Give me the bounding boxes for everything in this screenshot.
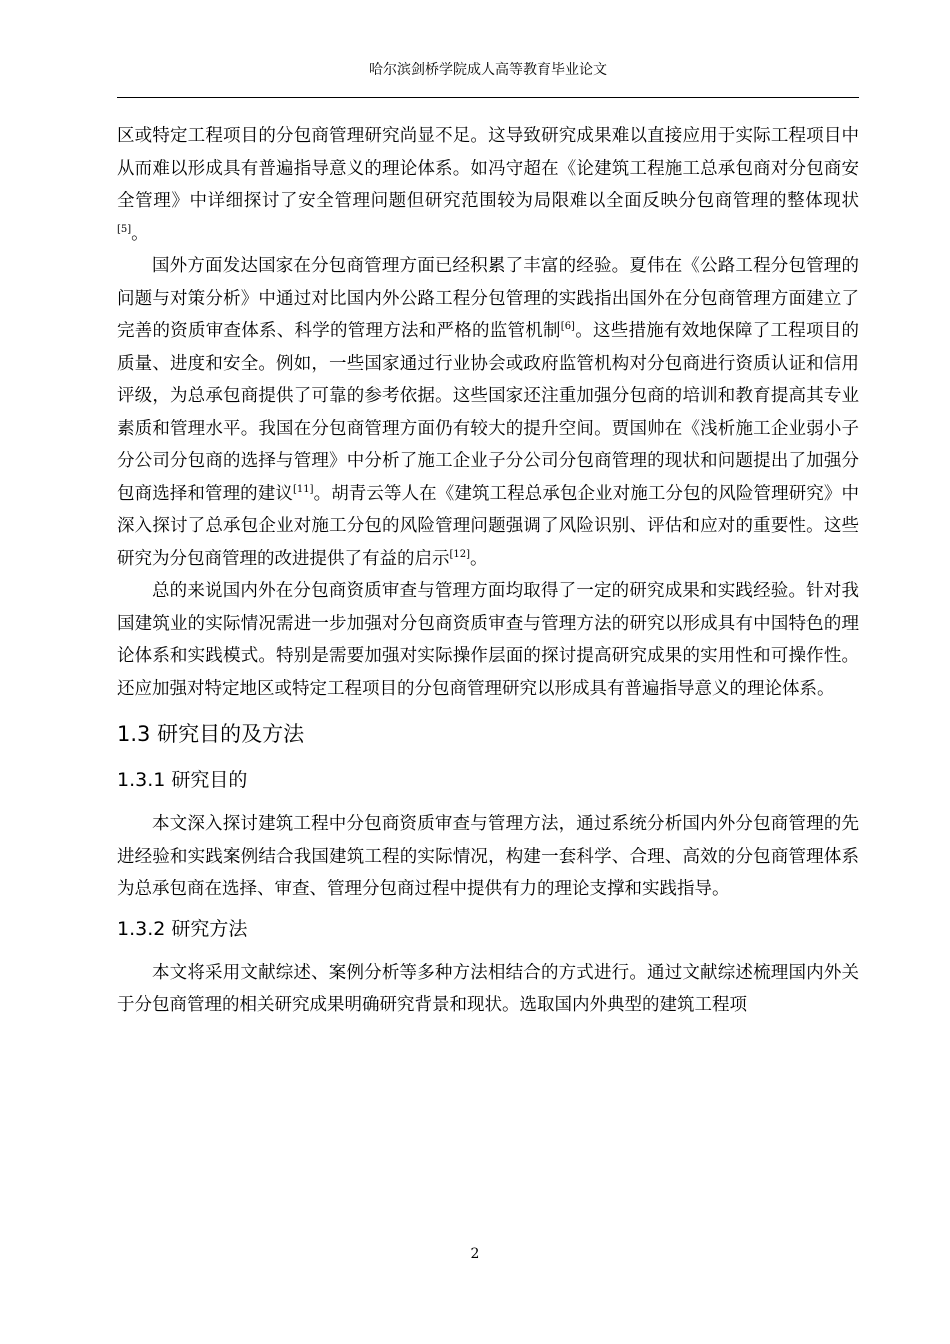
page-header — [117, 60, 859, 98]
section-heading-1-3-2: 1.3.2 研究方法 — [117, 917, 248, 940]
citation-ref: [5] — [117, 223, 132, 235]
section-heading-1-3: 1.3 研究目的及方法 — [117, 722, 305, 746]
paragraph-continuation — [117, 120, 859, 250]
paragraph-research-method: 本文将采用文献综述、案例分析等多种方法相结合的方式进行。通过文献综述梳理国内外关于分包商管理的相关研究成果明确研究背景和现状。选取国内外典型的建筑工程项 — [117, 962, 859, 1015]
paragraph-foreign-research — [117, 250, 859, 575]
citation-ref: [11] — [292, 483, 314, 495]
paragraph-text: 区或特定工程项目的分包商管理研究尚显不足。这导致研究成果难以直接应用于实际工程项目中从而难以形成具有普遍指导意义的理论体系。如冯守超在《论建筑工程施工总承包商对分包商安全管理》中详细探讨了安全管理问题但研究范围较为局限难以全面反映分包商管理的整体现状 — [117, 126, 859, 211]
page-number: 2 — [470, 1246, 480, 1262]
section-heading-1-3-1: 1.3.1 研究目的 — [117, 769, 248, 791]
paragraph-research-purpose: 本文深入探讨建筑工程中分包商资质审查与管理方法，通过系统分析国内外分包商管理的先进经验和实践案例结合我国建筑工程的实际情况，构建一套科学、合理、高效的分包商管理体系为总承包商在选择、审查、管理分包商过程中提供有力的理论支撑和实践指导。 — [117, 814, 859, 899]
citation-ref: [6] — [560, 321, 575, 333]
paragraph-text: 国外方面发达国家在分包商管理方面已经积累了丰富的经验。夏伟在《公路工程分包管理的问题与对策分析》中通过对比国内外公路工程分包管理的实践指出国外在分包商管理方面建立了完善的资质审查体系、科学的管理方法和严格的监管机制 — [117, 256, 859, 341]
paragraph-text: 。胡青云等人在《建筑工程总承包企业对施工分包的风险管理研究》中深入探讨了总承包企业对施工分包的风险管理问题强调了风险识别、评估和应对的重要性。这些研究为分包商管理的改进提供了有益的启示 — [117, 483, 859, 569]
paragraph-text: 。这些措施有效地保障了工程项目的质量、进度和安全。例如，一些国家通过行业协会或政府监管机构对分包商进行资质认证和信用评级，为总承包商提供了可靠的参考依据。这些国家还注重加强分包商的培训和教育提高其专业素质和管理水平。我国在分包商管理方面仍有较大的提升空间。贾国帅在《浅析施工企业弱小子分公司分包商的选择与管理》中分析了施工企业子分公司分包商管理的现状和问题提出了加强分包商选择和管理的建议 — [117, 321, 859, 504]
paragraph-summary: 总的来说国内外在分包商资质审查与管理方面均取得了一定的研究成果和实践经验。针对我国建筑业的实际情况需进一步加强对分包商资质审查与管理方法的研究以形成具有中国特色的理论体系和实践模式。特别是需要加强对实际操作层面的探讨提高研究成果的实用性和可操作性。还应加强对特定地区或特定工程项目的分包商管理研究以形成具有普遍指导意义的理论体系。 — [117, 581, 859, 699]
header-title: 哈尔滨剑桥学院成人高等教育毕业论文 — [369, 62, 607, 78]
citation-ref: [12] — [449, 548, 471, 560]
paragraph-end: 。 — [131, 223, 149, 244]
page-body — [117, 120, 859, 1022]
paragraph-end: 。 — [470, 548, 488, 569]
